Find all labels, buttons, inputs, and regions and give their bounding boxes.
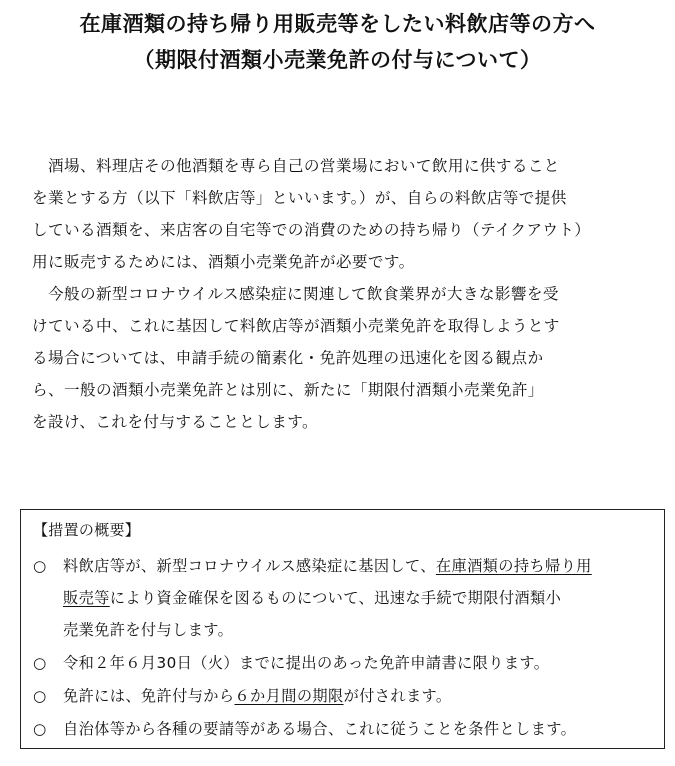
body-line: ら、一般の酒類小売業免許とは別に、新たに「期限付酒類小売業免許」 (32, 381, 544, 399)
summary-item-1 (33, 555, 592, 577)
body-line: している酒類を、来店客の自宅等での消費のための持ち帰り（テイクアウト） (32, 221, 591, 239)
page-title-line-1: 在庫酒類の持ち帰り用販売等をしたい料飲店等の方へ (79, 12, 596, 36)
summary-box (20, 509, 665, 749)
summary-heading: 【措置の概要】 (33, 521, 141, 539)
body-line: を設け、これを付与することとします。 (32, 413, 319, 431)
bullet-circle-icon: ○ (33, 720, 47, 738)
body-line: 用に販売するためには、酒類小売業免許が必要です。 (32, 253, 415, 271)
bullet-circle-icon: ○ (33, 687, 47, 705)
item-2-text: 令和２年６月30日（火）までに提出のあった免許申請書に限ります。 (63, 654, 550, 672)
body-line: 酒場、料理店その他酒類を専ら自己の営業場において飲用に供すること (32, 157, 560, 175)
item-3-underlined: ６か月間の期限 (234, 687, 344, 705)
item-1-underlined-cont: 販売等 (63, 589, 110, 607)
body-line: を業とする方（以下「料飲店等」といいます。）が、自らの料飲店等で提供 (32, 189, 567, 207)
summary-item-1-cont-1 (63, 587, 561, 609)
bullet-circle-icon: ○ (33, 557, 47, 575)
body-line: けている中、これに基因して料飲店等が酒類小売業免許を取得しようとす (32, 317, 560, 335)
summary-item-3 (33, 685, 452, 707)
item-1-text-cont: により資金確保を図るものについて、迅速な手続で期限付酒類小 (109, 589, 562, 607)
summary-item-4 (33, 718, 576, 740)
item-4-text: 自治体等から各種の要請等がある場合、これに従うことを条件とします。 (63, 720, 577, 738)
item-3-text-end: が付されます。 (343, 687, 452, 705)
body-line: る場合については、申請手続の簡素化・免許処理の迅速化を図る観点か (32, 349, 544, 367)
body-paragraphs (32, 150, 662, 438)
bullet-circle-icon: ○ (33, 654, 47, 672)
summary-item-2 (33, 652, 549, 674)
item-1-text: 料飲店等が、新型コロナウイルス感染症に基因して、 (63, 557, 436, 575)
item-1-underlined: 在庫酒類の持ち帰り用 (435, 557, 592, 575)
body-line: 今般の新型コロナウイルス感染症に関連して飲食業界が大きな影響を受 (32, 285, 559, 303)
page-title-line-2: （期限付酒類小売業免許の付与について） (133, 48, 542, 72)
summary-item-1-cont-2: 売業免許を付与します。 (63, 621, 234, 639)
item-3-text: 免許には、免許付与から (63, 687, 235, 705)
